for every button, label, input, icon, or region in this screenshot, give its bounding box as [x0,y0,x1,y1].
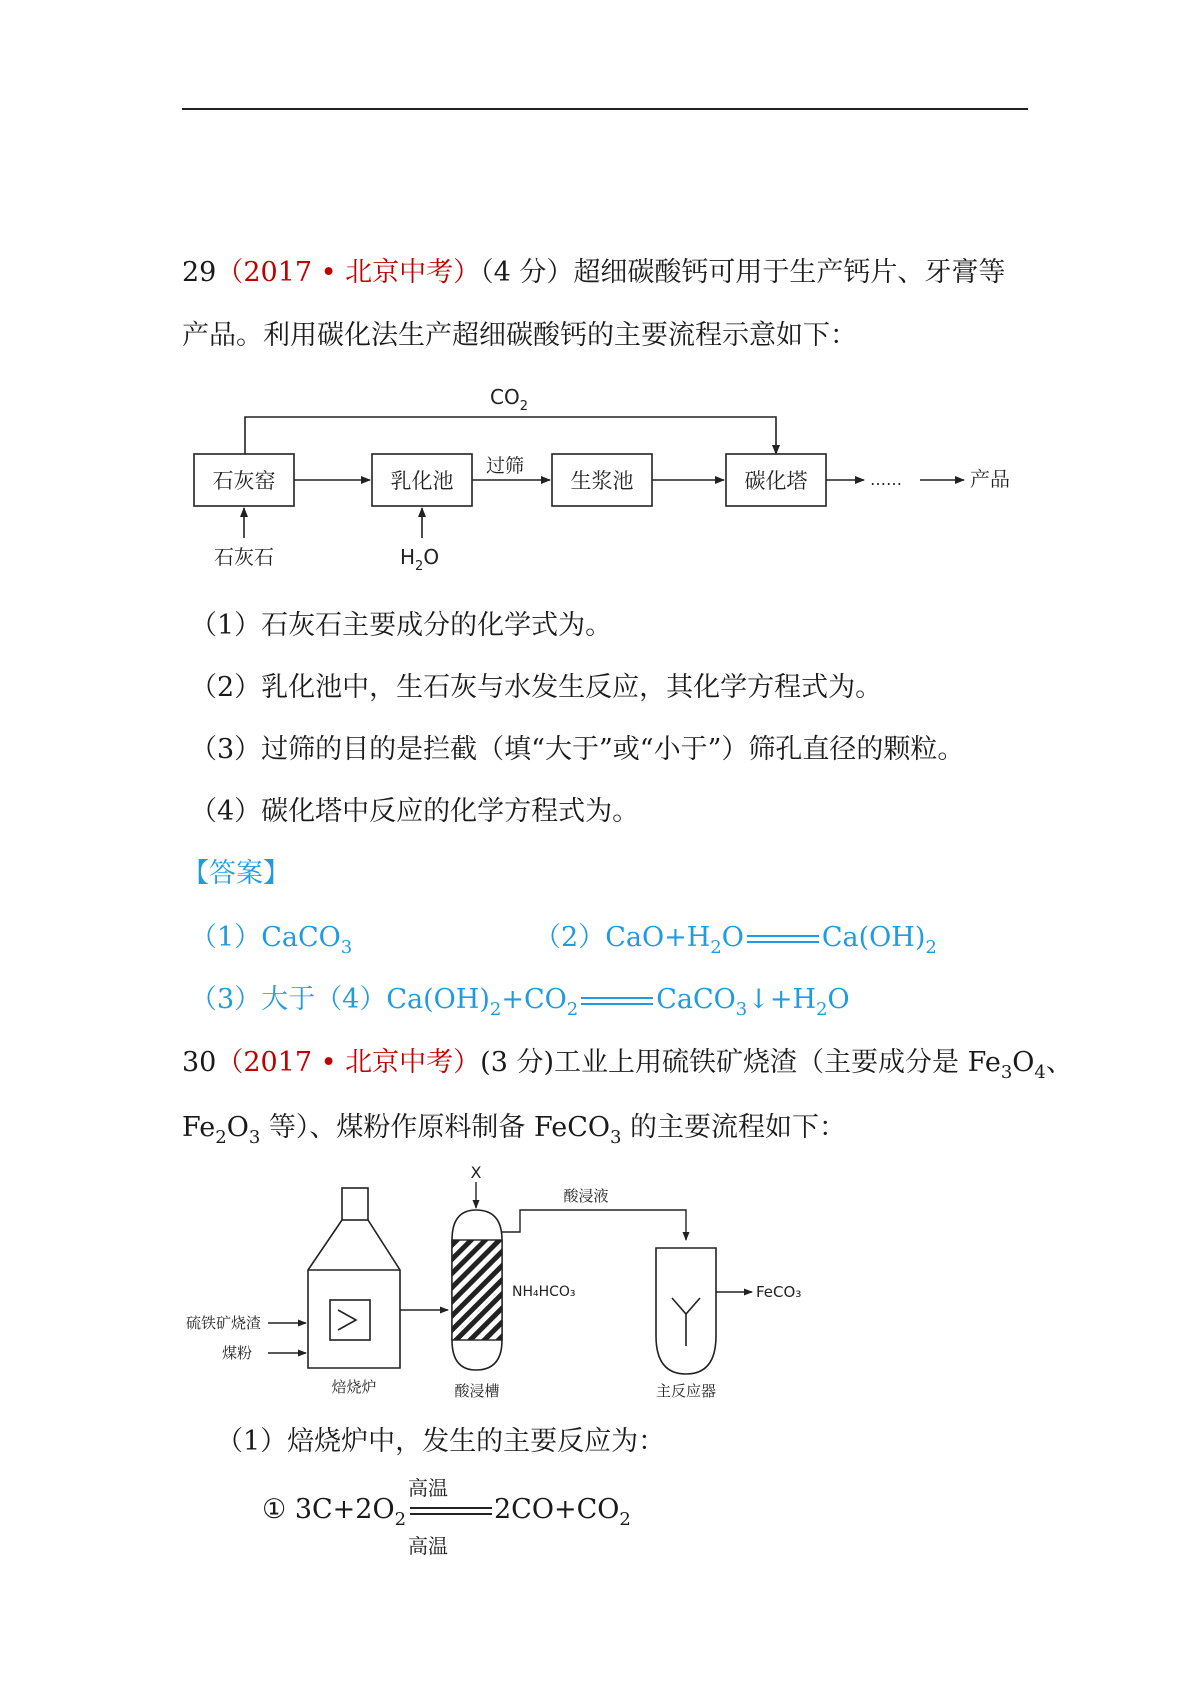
q30-intro-line2: $Fe_2O_3$ 等）、煤粉作原料制备 FeCO$_3$ 的主要流程如下： [182,1112,847,1148]
header-rule [182,108,1028,110]
acid-tank-packing [452,1240,502,1340]
x-label: X [470,1163,482,1182]
equals-sign [747,935,819,943]
q29-sub4: （4）碳化塔中反应的化学方程式为。 [190,796,640,827]
box-emulsion-label: 乳化池 [390,469,454,493]
q29-flow-diagram [180,380,1040,580]
answer-2: $(2)CaO+H_2O$ $Ca(OH)_2$ [534,922,937,958]
answer-3-4: （3）大于$(4)Ca(OH)_2+CO_2$ $CaCO_3↓+H_2O$ [190,984,850,1020]
q29-intro-line2: 产品。利用碳化法生产超细碳酸钙的主要流程示意如下： [182,320,857,351]
q29-sub3: （3）过筛的目的是拦截（填“大于”或“小于”）筛孔直径的颗粒。 [190,734,965,765]
eq1-equals-sign [410,1507,492,1515]
answer-1: （1）CaCO$_3$ [190,922,353,958]
q29-intro [182,255,1005,291]
nh4hco3-label: NH₄HCO₃ [512,1284,576,1300]
q30-equation-1: ① $3C+2O_2$ [262,1494,407,1530]
tank-label: 酸浸槽 [454,1382,500,1400]
arrow-acid-liquid [502,1210,686,1240]
box-carbonation-label: 碳化塔 [744,469,808,493]
answer-title: 【答案】 [182,858,290,889]
filter-label: 过筛 [486,455,525,477]
co2-recycle-arrow [245,417,776,454]
q29-sub2: （2）乳化池中，生石灰与水发生反应，其化学方程式为。 [190,672,883,703]
eq1-condition-bottom: 高温 [408,1534,448,1558]
q30-sub1: （1）焙烧炉中，发生的主要反应为： [216,1426,666,1457]
q29-number: 29 [182,257,217,288]
product-label: 产品 [970,467,1010,491]
limestone-label: 石灰石 [214,545,274,569]
eq1-condition-top: 高温 [408,1476,448,1500]
q29-intro-text: （4 分）超细碳酸钙可用于生产钙片、牙膏等 [480,257,1006,288]
coal-label: 煤粉 [222,1344,253,1362]
acid-liquid-label: 酸浸液 [563,1187,609,1205]
co2-label: $CO_2$ [490,385,528,414]
q30-equation-1-products: $2CO+CO_2$ [494,1494,631,1530]
equals-sign [581,997,653,1005]
box-slurry-label: 生浆池 [570,469,634,493]
water-label: $H_2O$ [400,545,440,574]
main-reactor [656,1248,716,1374]
feco3-label: FeCO₃ [756,1283,802,1301]
furnace-label: 焙烧炉 [331,1378,377,1396]
dots-label: …… [870,470,902,489]
q29-source: （2017 • 北京中考） [216,257,481,288]
reactor-label: 主反应器 [655,1382,717,1400]
q30-flow-diagram [180,1160,880,1410]
roasting-furnace [308,1188,400,1368]
reactor-stirrer [672,1298,700,1314]
box-kiln-label: 石灰窑 [212,469,276,493]
q30-intro: 30（2017 • 北京中考）(3 分)工业上用硫铁矿烧渣（主要成分是 $Fe_3O_4$、 [182,1047,1073,1083]
ore-label: 硫铁矿烧渣 [186,1314,262,1332]
q29-sub1: （1）石灰石主要成分的化学式为。 [190,610,613,641]
